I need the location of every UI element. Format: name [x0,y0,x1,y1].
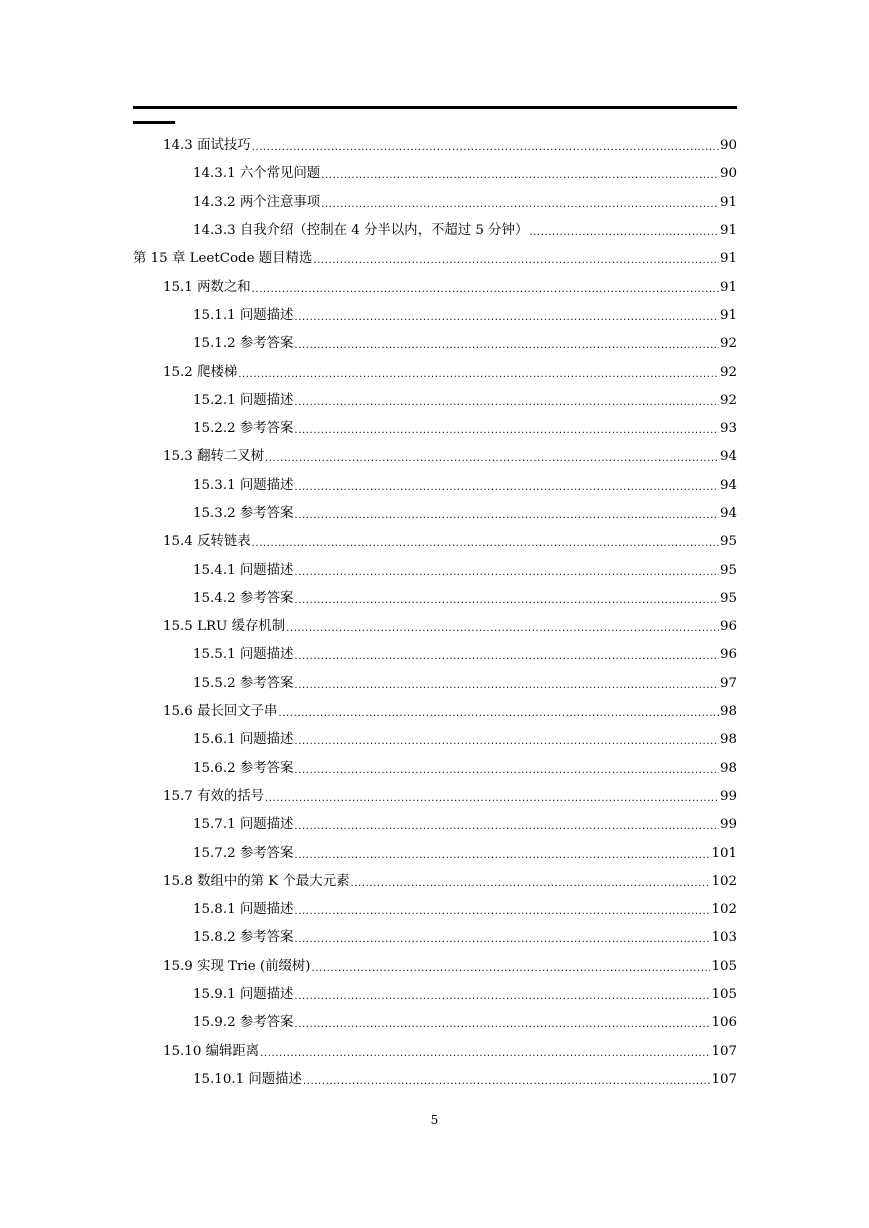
toc-leader-dots [294,902,710,918]
toc-entry[interactable] [133,670,737,698]
toc-entry[interactable] [133,1009,737,1037]
toc-entry[interactable] [133,472,737,500]
toc-entry-page: 98 [719,704,737,720]
toc-entry-title: 15.2.2 参考答案 [193,421,294,437]
toc-entry-page: 105 [711,987,737,1003]
toc-entry[interactable] [133,273,737,301]
toc-leader-dots [312,959,711,975]
toc-entry-title: 14.3.2 两个注意事项 [193,194,321,210]
toc-entry-page: 103 [711,930,737,946]
toc-entry-page: 96 [719,647,737,663]
toc-entry-page: 105 [711,958,737,974]
toc-leader-dots [294,930,710,946]
toc-entry[interactable] [133,528,737,556]
toc-entry-title: 15.3 翻转二叉树 [163,449,265,465]
toc-entry[interactable] [133,443,737,471]
toc-leader-dots [294,478,719,494]
toc-entry[interactable] [133,755,737,783]
toc-entry-page: 98 [719,760,737,776]
toc-entry-page: 96 [719,619,737,635]
toc-entry-title: 15.4.1 问题描述 [193,562,294,578]
toc-entry[interactable] [133,585,737,613]
toc-entry-page: 99 [719,817,737,833]
toc-leader-dots [303,1072,711,1088]
toc-entry-title: 15.8 数组中的第 K 个最大元素 [163,873,350,889]
toc-entry[interactable] [133,330,737,358]
toc-entry-page: 93 [719,421,737,437]
toc-entry[interactable] [133,387,737,415]
toc-leader-dots [238,365,719,381]
toc-entry-page: 97 [719,675,737,691]
toc-entry[interactable] [133,302,737,330]
toc-entry[interactable] [133,500,737,528]
toc-entry-page: 99 [719,788,737,804]
toc-entry-title: 15.1.1 问题描述 [193,307,294,323]
toc-entry-page: 107 [711,1071,737,1087]
toc-entry[interactable] [133,245,737,273]
toc-leader-dots [294,308,719,324]
toc-leader-dots [294,506,719,522]
toc-entry-title: 15.9 实现 Trie (前缀树) [163,958,311,974]
toc-entry[interactable] [133,613,737,641]
toc-entry-title: 15.7.1 问题描述 [193,817,294,833]
toc-entry-title: 15.1.2 参考答案 [193,336,294,352]
toc-leader-dots [252,138,719,154]
toc-leader-dots [294,987,710,1003]
toc-entry-page: 102 [711,873,737,889]
toc-entry[interactable] [133,783,737,811]
toc-leader-dots [294,761,719,777]
toc-entry-title: 15.4 反转链表 [163,534,251,550]
toc-leader-dots [294,846,710,862]
toc-entry-title: 15.10 编辑距离 [163,1043,260,1059]
toc-entry-title: 15.2 爬楼梯 [163,364,238,380]
toc-entry-page: 91 [719,251,737,267]
toc-leader-dots [321,195,719,211]
toc-entry-page: 95 [719,562,737,578]
toc-entry[interactable] [133,953,737,981]
toc-entry-title: 15.2.1 问题描述 [193,392,294,408]
toc-entry[interactable] [133,868,737,896]
toc-entry-title: 15.4.2 参考答案 [193,590,294,606]
toc-leader-dots [278,704,719,720]
toc-leader-dots [294,421,719,437]
toc-entry-page: 94 [719,477,737,493]
toc-entry[interactable] [133,189,737,217]
toc-entry-title: 15.7.2 参考答案 [193,845,294,861]
toc-entry[interactable] [133,160,737,188]
toc-entry-page: 107 [711,1043,737,1059]
toc-leader-dots [252,280,719,296]
toc-leader-dots [294,647,719,663]
toc-entry-title: 15.5.2 参考答案 [193,675,294,691]
toc-leader-dots [294,1015,710,1031]
toc-entry-title: 15.8.1 问题描述 [193,902,294,918]
toc-entry-title: 14.3.1 六个常见问题 [193,166,321,182]
toc-leader-dots [294,393,719,409]
toc-entry-title: 第 15 章 LeetCode 题目精选 [133,251,313,267]
toc-entry[interactable] [133,811,737,839]
toc-entry[interactable] [133,981,737,1009]
toc-entry-page: 90 [719,166,737,182]
toc-entry-page: 91 [719,223,737,239]
toc-entry[interactable] [133,726,737,754]
toc-entry-page: 95 [719,534,737,550]
toc-leader-dots [321,166,719,182]
toc-leader-dots [351,874,711,890]
toc-leader-dots [529,223,719,239]
toc-entry-title: 15.6.1 问题描述 [193,732,294,748]
toc-leader-dots [294,336,719,352]
toc-entry-page: 91 [719,307,737,323]
page-number: 5 [430,1113,439,1127]
toc-entry[interactable] [133,132,737,160]
toc-entry[interactable] [133,924,737,952]
toc-entry[interactable] [133,556,737,584]
toc-entry-title: 15.9.2 参考答案 [193,1015,294,1031]
toc-entry-page: 95 [719,590,737,606]
toc-entry-title: 15.5 LRU 缓存机制 [163,619,286,635]
toc-leader-dots [294,732,719,748]
toc-entry-page: 94 [719,506,737,521]
toc-entry-title: 15.3.2 参考答案 [193,506,294,521]
toc-entry-page: 106 [711,1015,737,1031]
toc-entry-title: 15.8.2 参考答案 [193,930,294,946]
toc-entry[interactable] [133,641,737,669]
toc-entry[interactable] [133,839,737,867]
toc-entry-page: 91 [719,194,737,210]
toc-entry[interactable] [133,698,737,726]
toc-entry-page: 92 [719,392,737,408]
toc-entry[interactable] [133,1038,737,1066]
toc-leader-dots [260,1044,710,1060]
toc-leader-dots [265,789,719,805]
toc-entry-page: 101 [711,845,737,861]
toc-entry-page: 92 [719,336,737,352]
toc-leader-dots [294,817,719,833]
toc-entry-title: 15.6.2 参考答案 [193,760,294,776]
toc-entry[interactable] [133,896,737,924]
toc-leader-dots [252,534,719,550]
toc-entry-page: 92 [719,364,737,380]
toc-entry-page: 98 [719,732,737,748]
header-rule-short [133,121,175,124]
toc-entry-title: 15.9.1 问题描述 [193,987,294,1003]
toc-entry-title: 15.3.1 问题描述 [193,477,294,493]
toc-leader-dots [286,619,719,635]
toc-entry-title: 14.3 面试技巧 [163,138,251,154]
toc-entry-page: 102 [711,902,737,918]
toc-entry[interactable] [133,415,737,443]
toc-entry-title: 15.1 两数之和 [163,279,251,295]
toc-entry-title: 15.10.1 问题描述 [193,1071,302,1087]
toc-entry-title: 14.3.3 自我介绍（控制在 4 分半以内，不超过 5 分钟） [193,223,529,239]
toc-leader-dots [294,591,719,607]
toc-entry-title: 15.6 最长回文子串 [163,704,278,720]
toc-entry[interactable] [133,1066,737,1094]
toc-entry-page: 94 [719,449,737,465]
toc-entry-page: 91 [719,279,737,295]
toc-entry[interactable] [133,358,737,386]
table-of-contents [133,132,737,1094]
toc-leader-dots [294,676,719,692]
toc-leader-dots [265,449,719,465]
toc-leader-dots [313,251,719,267]
toc-leader-dots [294,563,719,579]
header-rule [133,106,737,109]
toc-entry-title: 15.5.1 问题描述 [193,647,294,663]
toc-entry-page: 90 [719,138,737,154]
toc-entry-title: 15.7 有效的括号 [163,788,265,804]
toc-entry[interactable] [133,217,737,245]
